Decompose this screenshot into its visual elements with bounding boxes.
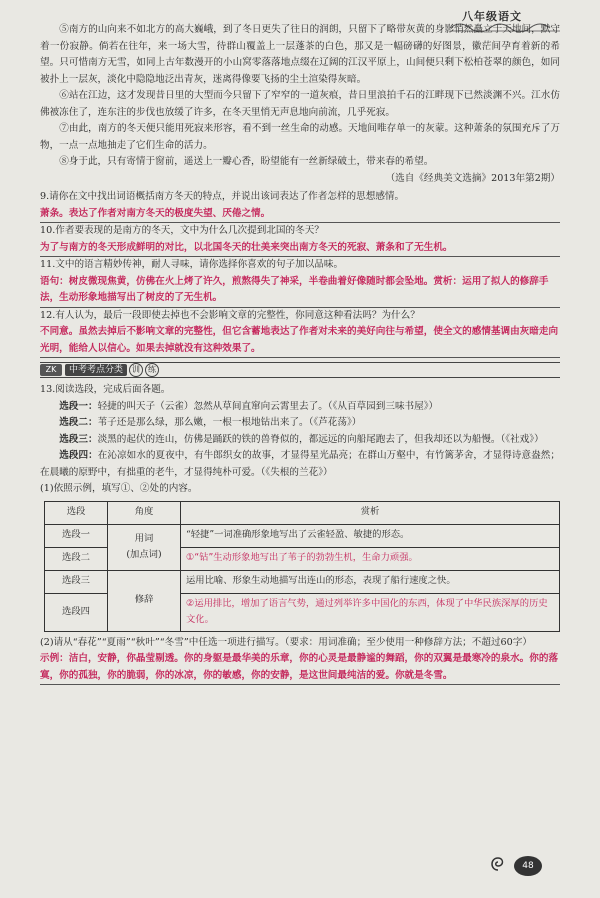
table-cell-selection: 选段二 [45,547,108,570]
section-header [40,362,560,378]
answer-10: 为了与南方的冬天形成鲜明的对比，以北国冬天的壮美来突出南方冬天的死寂、萧条和了无生机。 [40,240,560,258]
table-row [45,524,560,547]
selection-4-text: 在沁凉如水的夏夜中，有牛郎织女的故事，才显得星光晶亮；在群山万壑中，有竹篱茅舍，才显得诗意盎然；在晨曦的原野中，有拙重的老牛，才显得纯朴可爱。（《失根的兰花》） [40,450,561,478]
passage-p7: ⑦由此，南方的冬天便只能用死寂来形容，看不到一丝生命的动感。天地间唯存单一的灰蒙。这种萧条的氛围充斥了万物，一点一点地抽走了它们生命的活力。 [40,123,560,151]
table-cell-analysis: 运用比喻、形象生动地描写出连山的形态，表现了船行速度之快。 [181,570,560,593]
table-cell-angle: 修辞 [108,570,181,631]
table-cell-analysis-answer-1: ①“钻”生动形象地写出了苇子的勃勃生机，生命力顽强。 [181,547,560,570]
section-circle-1: 训 [129,363,143,377]
content [40,22,560,685]
table-cell-selection: 选段一 [45,524,108,547]
table-header-cell: 角度 [108,501,181,524]
question-13-sub2: (2)请从“春花”“夏雨”“秋叶”“冬雪”中任选一项进行描写。（要求：用词准确；至少使用一种修辞方法；不超过60字） [40,636,532,648]
table-cell-angle-line: (加点词) [126,549,162,560]
selection-3-label: 选段三： [59,433,98,445]
table-cell-selection: 选段三 [45,570,108,593]
answer-11: 语句：树皮微现焦黄，仿佛在火上烤了许久，煎熬得失了神采，半卷曲着好像随时都会坠地。赏析：运用了拟人的修辞手法，生动形象地描写出了树皮的了无生机。 [40,274,560,308]
table-cell-angle [108,524,181,570]
question-11: 11.文中的语言精妙传神，耐人寻味，请你选择你喜欢的句子加以品味。 [40,259,344,270]
selection-1-text: 轻捷的叫天子（云雀）忽然从草间直窜向云霄里去了。（《从百草园到三味书屋》） [97,400,439,412]
selection-2-label: 选段二： [59,417,98,428]
question-13-sub1: (1)依照示例，填写①、②处的内容。 [40,483,198,494]
selection-3-text: 淡黑的起伏的连山，仿佛是踊跃的铁的兽脊似的，都远远的向船尾跑去了，但我却还以为船慢。（《社戏》） [97,433,544,445]
answer-9: 萧条。表达了作者对南方冬天的极度失望、厌倦之情。 [40,206,560,224]
selection-2-text: 苇子还是那么绿，那么嫩，一根一根地钻出来了。（《芦花荡》） [97,417,362,428]
passage-p6: ⑥站在江边，这才发现昔日里的大型而今只留下了窄窄的一道灰痕，昔日里浪拍千石的江畔现下已然淡渊不兴。江水仿佛被冻住了，连东注的步伐也放缓了许多，在冬天里悄无声息地向前流，几乎死寂。 [40,90,560,118]
table-header-row [45,501,560,524]
table-header-cell: 选段 [45,501,108,524]
table-header-cell: 赏析 [181,501,560,524]
selection-4-label: 选段四： [59,450,98,461]
passage-source: （选自《经典美文选摘》2013年第2期） [385,172,560,184]
table-cell-angle-line: 用词 [134,532,154,544]
analysis-table [44,501,560,632]
table-row [45,570,560,593]
selection-1 [40,399,560,416]
passage-p5: ⑤南方的山向来不如北方的高大巍峨，到了冬日更失了往日的润朗，只留下了略带灰黄的身影悄然矗立于天地间，默守着一份寂静。倘若在往年，来一场大雪，待群山覆盖上一层蓬茶的白色，那又是一幅磅礴的好图景，徽茫间孕育着新的希望。只可惜南方无雪，如同上古年数漫开的小山窝零落落地点缀在辽阔的江汉平原上，山间便只剩下松柏苍翠的颜色，如同被扑上一层灰，淡化中隐隐地泛出青灰，迷离得像要飞扬的尘土渲染得灰暗。 [40,24,560,85]
answer-12: 不同意。虽然去掉后不影响文章的完整性，但它含蓄地表达了作者对未来的美好向往与希望，使全文的感情基调由灰暗走向光明，能给人以信心。如果去掉就没有这种效果了。 [40,324,560,358]
swirl-ornament-icon [486,850,510,874]
selection-4 [40,448,560,481]
header-title: 八年级语文 [462,10,522,23]
table-cell-analysis: “轻捷”一词准确形象地写出了云雀轻盈、敏捷的形态。 [181,524,560,547]
question-10: 10.作者要表现的是南方的冬天，文中为什么几次提到北国的冬天？ [40,225,324,236]
question-12: 12.有人认为，最后一段即使去掉也不会影响文章的完整性，你同意这种看法吗？为什么？ [40,309,420,321]
question-13-intro: 13.阅读选段，完成后面各题。 [40,384,171,395]
selection-2 [40,415,560,432]
table-cell-analysis-answer-2: ②运用排比，增加了语言气势，通过列举许多中国化的东西，体现了中华民族深厚的历史文化。 [181,593,560,631]
table-cell-selection: 选段四 [45,593,108,631]
section-circle-2: 练 [145,363,159,377]
section-title: 中考考点分类 [65,364,127,376]
selection-1-label: 选段一： [59,400,98,412]
question-9: 9.请你在文中找出词语概括南方冬天的特点，并说出该词表达了作者怎样的思想感情。 [40,191,405,202]
page-number-badge: 48 [514,856,542,876]
section-logo: ZK [40,364,62,376]
selection-3 [40,432,560,449]
answer-13-sub2: 示例：洁白，安静，你晶莹剔透。你的身躯是最华美的乐章，你的心灵是最静谧的舞蹈，你的双翼是最寒冷的泉水。你的落寞，你的孤独，你的脆弱，你的冰凉，你的敏感，你的安静，是这世间最纯洁的爱。你就是冬雪。 [40,651,560,685]
passage-p8: ⑧身于此，只有寄情于窗前，遥送上一瓣心香，盼望能有一丝新绿破土，带来春的希望。 [59,156,434,167]
